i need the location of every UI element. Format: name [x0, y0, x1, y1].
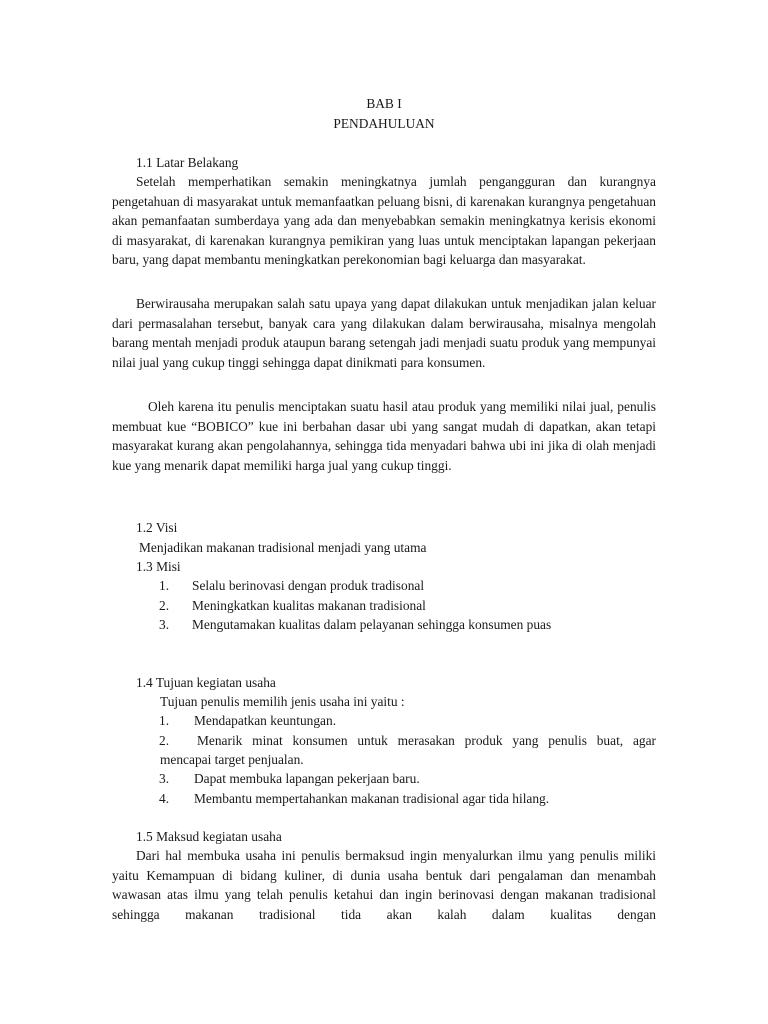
section-heading-maksud: 1.5 Maksud kegiatan usaha	[136, 829, 282, 844]
tujuan-item-number: 3.	[159, 771, 170, 786]
latar-belakang-paragraph-3	[112, 397, 656, 475]
tujuan-item-continuation: mencapai target penjualan.	[160, 752, 304, 767]
misi-item-number: 1.	[159, 578, 170, 593]
paragraph-text: Setelah memperhatikan semakin meningkatnya jumlah pengangguran dan kurangnya pengetahuan di masyarakat untuk memanfaatkan peluang bisni, di karenakan kurangnya pengetahuan akan pemanfaatan sumberdaya yang ada dan menyebabkan semakin meningkatnya kerisis ekonomi di masyarakat, di karenakan kurangnya pemikiran yang luas untuk menciptakan lapangan pekerjaan baru, yang dapat membantu meningkatkan perekonomian bagi keluarga dan masyarakat.	[112, 174, 656, 267]
latar-belakang-paragraph-2	[112, 294, 656, 372]
tujuan-item-number: 4.	[159, 791, 170, 806]
tujuan-item-number: 2.	[159, 733, 170, 748]
chapter-title: PENDAHULUAN	[333, 116, 435, 131]
misi-item-number: 2.	[159, 598, 170, 613]
visi-text: Menjadikan makanan tradisional menjadi yang utama	[139, 540, 427, 555]
misi-item-text: Selalu berinovasi dengan produk tradisonal	[192, 578, 425, 593]
misi-item-text: Meningkatkan kualitas makanan tradisional	[192, 598, 426, 613]
paragraph-text: Dari hal membuka usaha ini penulis bermaksud ingin menyalurkan ilmu yang penulis miliki yaitu Kemampuan di bidang kuliner, di dunia usaha bentuk dari pengalaman dan menambah wawasan atas ilmu yang telah penulis ketahui dan ingin berinovasi dengan makanan tradisional sehingga makanan tradisional tida akan kalah dalam kualitas dengan	[112, 848, 656, 922]
latar-belakang-paragraph-1	[112, 172, 656, 270]
misi-item-text: Mengutamakan kualitas dalam pelayanan sehingga konsumen puas	[192, 617, 552, 632]
section-heading-tujuan: 1.4 Tujuan kegiatan usaha	[136, 675, 276, 690]
maksud-paragraph	[112, 846, 656, 924]
section-heading-misi: 1.3 Misi	[136, 559, 181, 574]
misi-item-number: 3.	[159, 617, 170, 632]
tujuan-intro: Tujuan penulis memilih jenis usaha ini yaitu :	[160, 694, 405, 709]
tujuan-item-text: Dapat membuka lapangan pekerjaan baru.	[194, 771, 420, 786]
section-heading-visi: 1.2 Visi	[136, 520, 178, 535]
tujuan-item-text: Menarik minat konsumen untuk merasakan produk yang penulis buat, agar	[197, 733, 656, 748]
tujuan-item-text: Membantu mempertahankan makanan tradisional agar tida hilang.	[194, 791, 550, 806]
paragraph-text: Oleh karena itu penulis menciptakan suatu hasil atau produk yang memiliki nilai jual, penulis membuat kue “BOBICO” kue ini berbahan dasar ubi yang sangat mudah di dapatkan, akan tetapi masyarakat kurang akan pengolahannya, sehingga tida menyadari bahwa ubi ini jika di olah menjadi kue yang menarik dapat memiliki harga jual yang cukup tinggi.	[112, 399, 656, 473]
paragraph-text: Berwirausaha merupakan salah satu upaya yang dapat dilakukan untuk menjadikan jalan keluar dari permasalahan tersebut, banyak cara yang dilakukan dalam berwirausaha, misalnya mengolah barang mentah menjadi produk ataupun barang setengah jadi menjadi suatu produk yang mempunyai nilai jual yang cukup tinggi sehingga dapat dinikmati para konsumen.	[112, 296, 656, 370]
tujuan-item-text: Mendapatkan keuntungan.	[194, 713, 337, 728]
chapter-label: BAB I	[366, 96, 402, 111]
tujuan-item-number: 1.	[159, 713, 170, 728]
section-heading-latar-belakang: 1.1 Latar Belakang	[136, 155, 239, 170]
